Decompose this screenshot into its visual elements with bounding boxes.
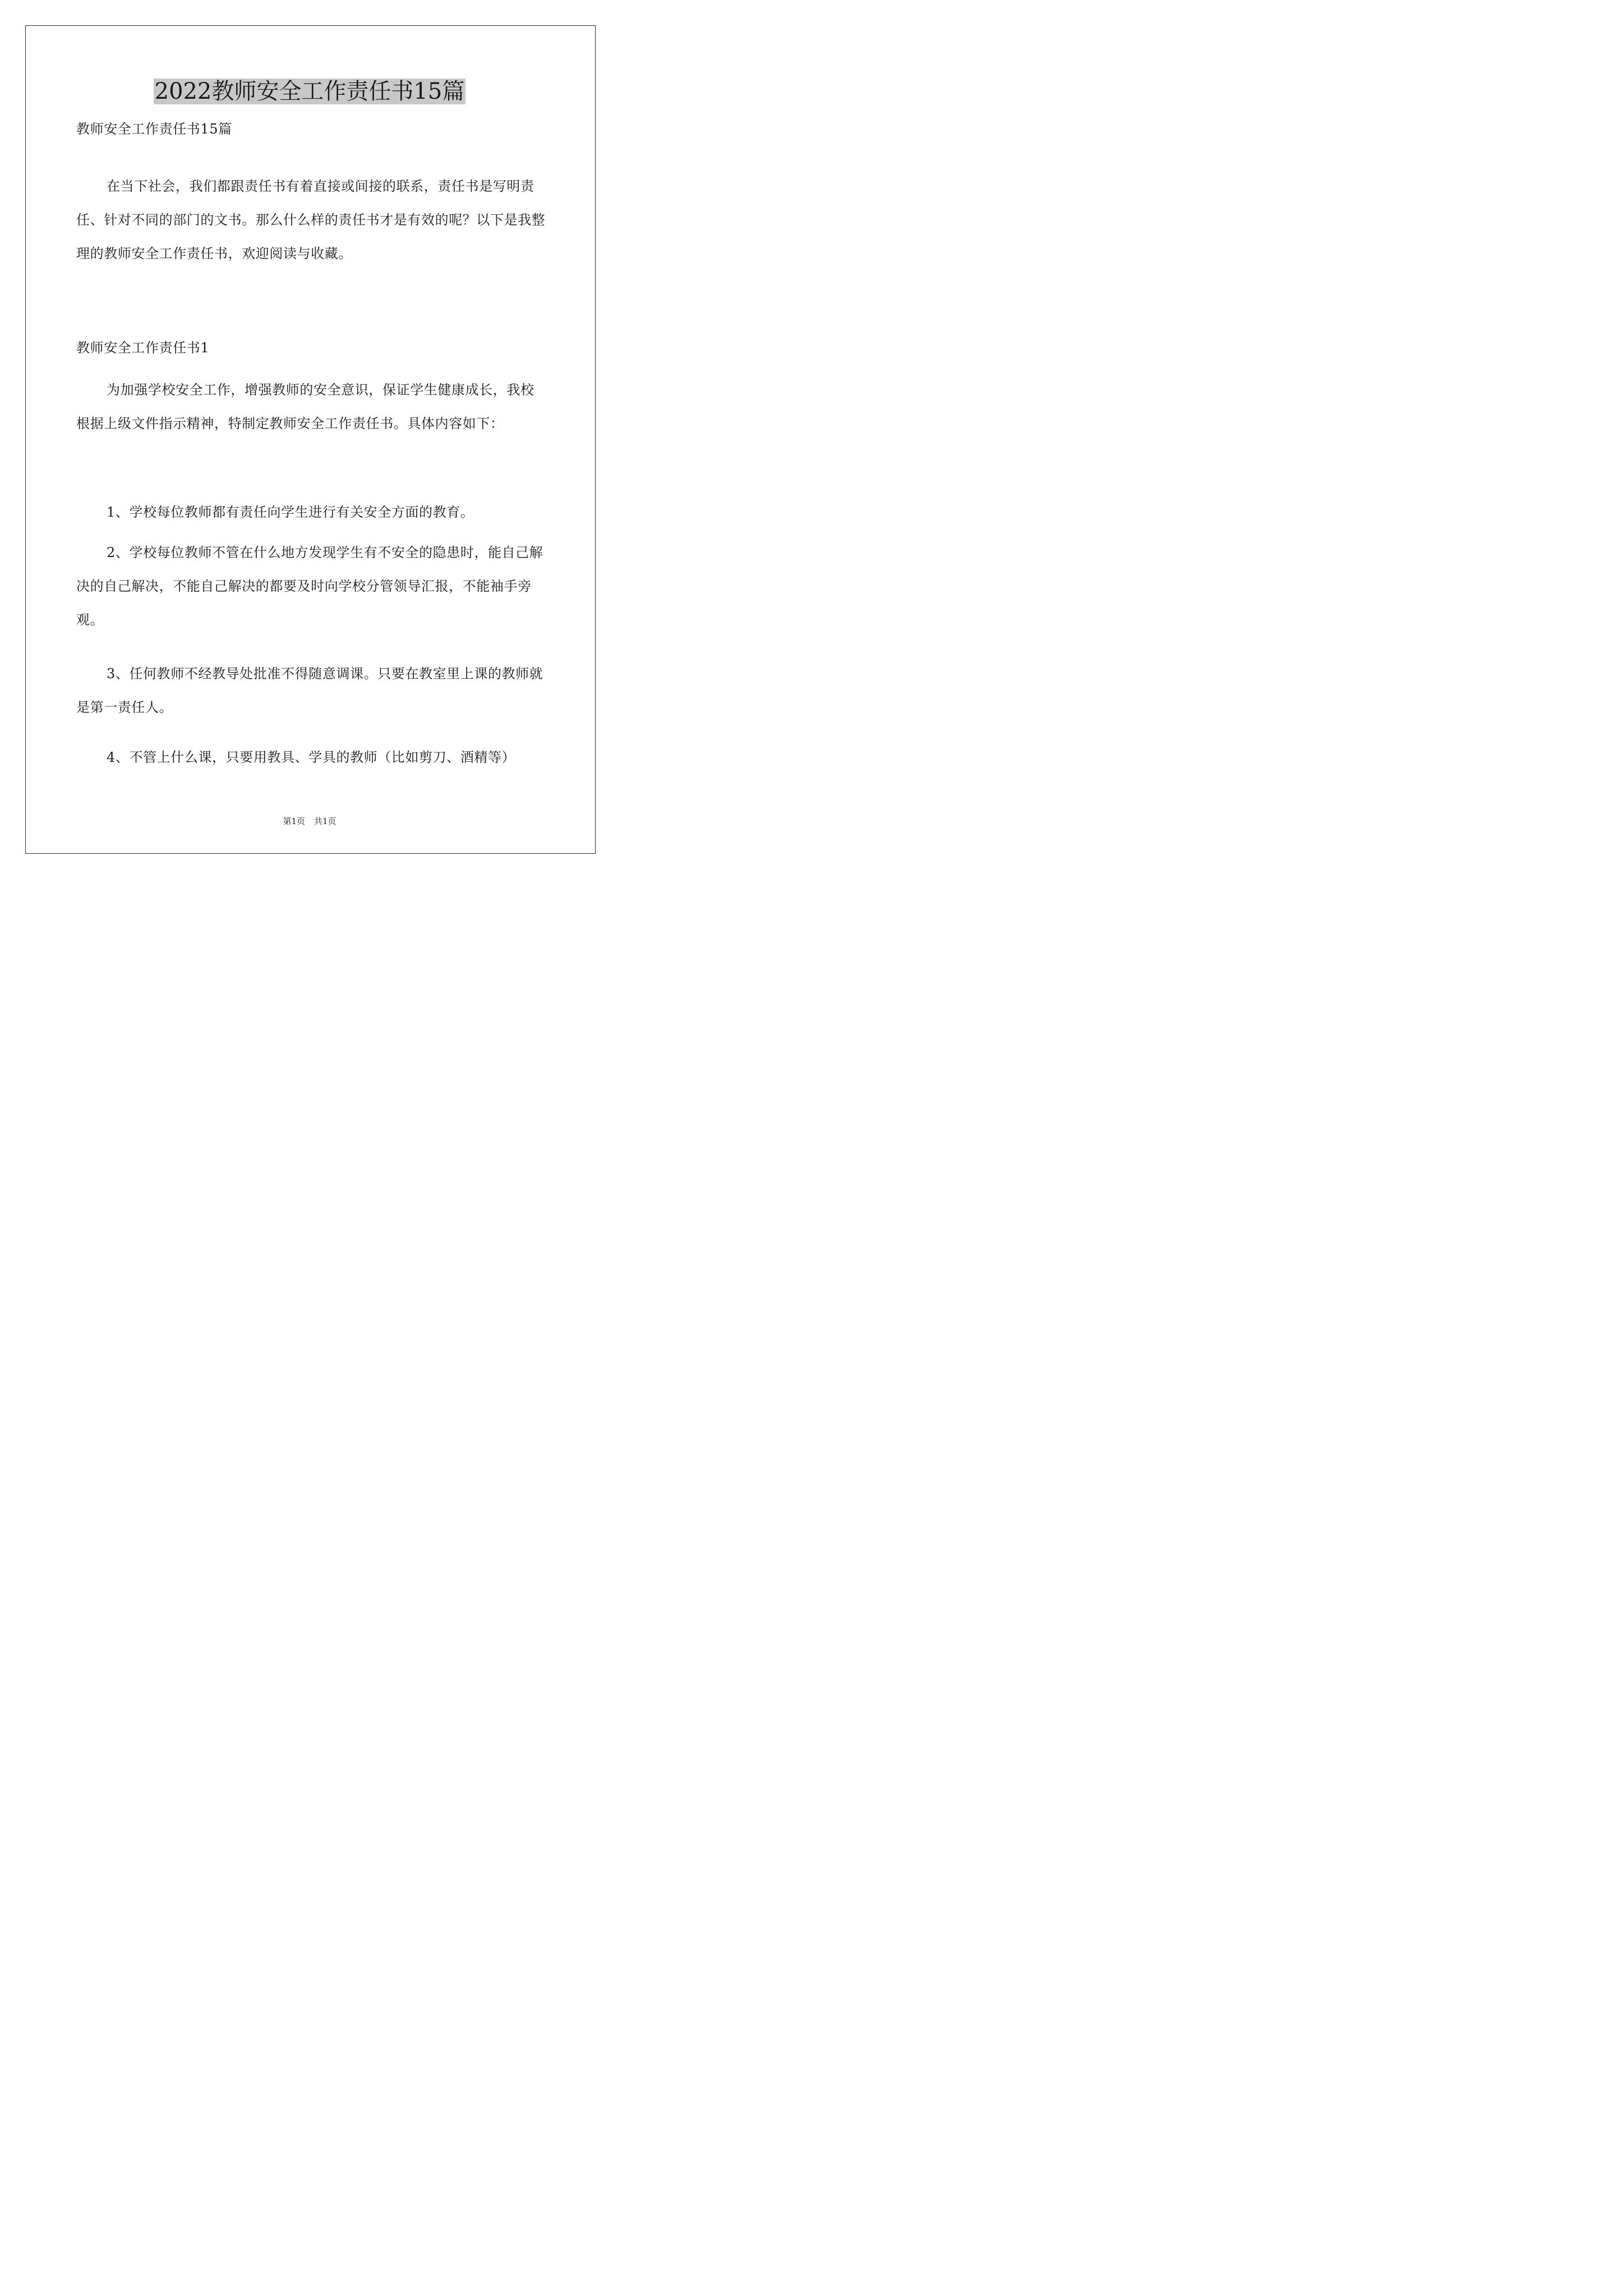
- list-item: 2、学校每位教师不管在什么地方发现学生有不安全的隐患时，能自己解决的自己解决，不能自己解决的都要及时向学校分管领导汇报，不能袖手旁观。: [76, 545, 543, 628]
- section-intro-paragraph: 为加强学校安全工作，增强教师的安全意识，保证学生健康成长，我校根据上级文件指示精神，特制定教师安全工作责任书。具体内容如下：: [76, 382, 534, 431]
- section-heading: 教师安全工作责任书1: [76, 340, 210, 356]
- document-title: [0, 75, 619, 108]
- page-footer: [0, 816, 619, 827]
- list-item: 3、任何教师不经教导处批准不得随意调课。只要在教室里上课的教师就是第一责任人。: [76, 666, 543, 715]
- page-number: 第1页: [283, 816, 305, 826]
- page-total: 共1页: [314, 816, 336, 826]
- document-subtitle: 教师安全工作责任书15篇: [76, 121, 232, 137]
- intro-paragraph: 在当下社会，我们都跟责任书有着直接或间接的联系，责任书是写明责任、针对不同的部门的文书。那么什么样的责任书才是有效的呢？以下是我整理的教师安全工作责任书，欢迎阅读与收藏。: [76, 178, 546, 261]
- document-title-text: 2022教师安全工作责任书15篇: [154, 79, 465, 104]
- list-item: 1、学校每位教师都有责任向学生进行有关安全方面的教育。: [107, 504, 474, 520]
- list-item: 4、不管上什么课，只要用教具、学具的教师（比如剪刀、酒精等）: [107, 749, 516, 765]
